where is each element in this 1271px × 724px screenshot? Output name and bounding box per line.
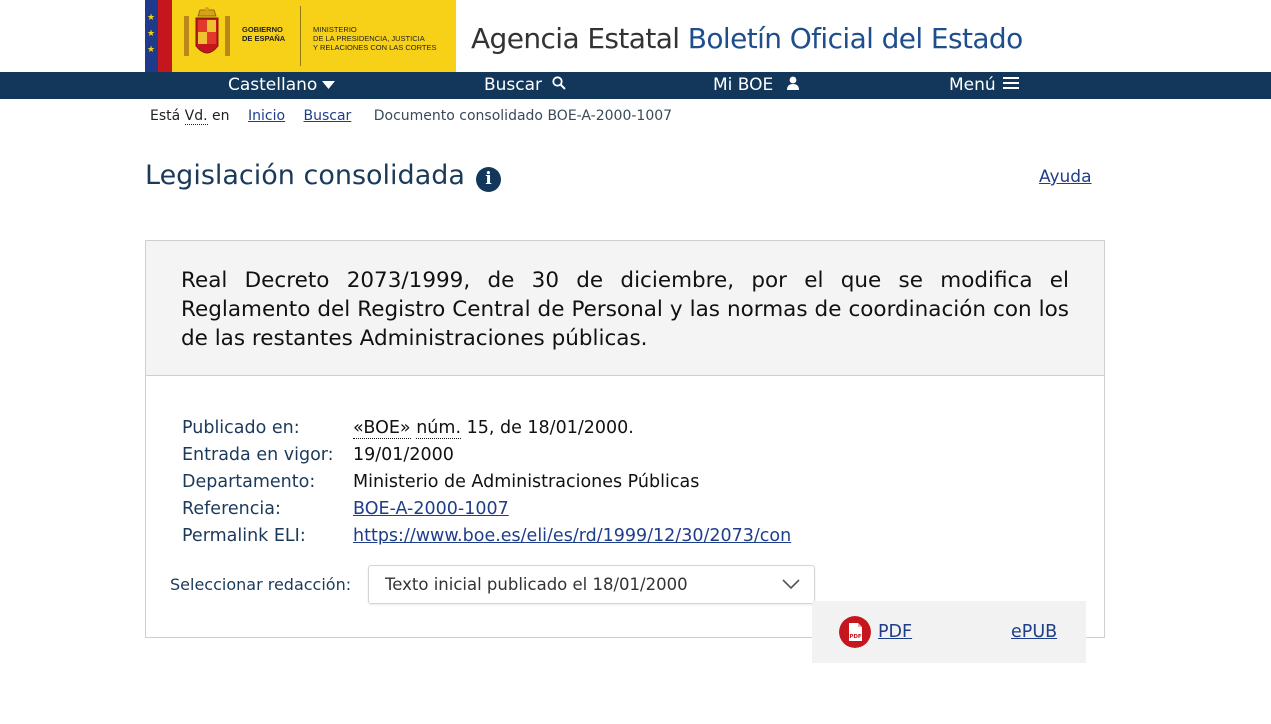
ministry-line-2: DE LA PRESIDENCIA, JUSTICIA [313,34,425,43]
meta-eli-label: Permalink ELI: [182,526,306,546]
search-icon [552,76,566,90]
meta-department [182,469,791,496]
pdf-icon-label: PDF [849,634,862,640]
page-title: Legislación consolidada [145,160,465,191]
redaction-select[interactable] [368,565,815,604]
meta-entry-label: Entrada en vigor: [182,445,334,465]
nav-menu-label: Menú [949,75,996,95]
meta-department-label: Departamento: [182,472,316,492]
meta-entry-value: 19/01/2000 [353,445,454,465]
government-label [242,25,285,43]
eu-stars-icon: ★ ★ ★ [145,0,158,72]
num-abbr: núm. [416,418,462,438]
epub-download-link[interactable]: ePUB [1011,622,1058,642]
chevron-down-icon [782,578,800,590]
meta-published-value [353,415,634,442]
document-panel [145,240,1105,638]
nav-search-label: Buscar [484,75,543,95]
meta-department-value: Ministerio de Administraciones Públicas [353,472,700,492]
language-label: Castellano [228,75,318,95]
pdf-download-link[interactable]: PDF [878,622,913,642]
redaction-select-label: Seleccionar redacción: [170,575,352,594]
nav-my-boe-label: Mi BOE [713,75,774,95]
meta-reference [182,496,791,523]
download-panel [812,601,1086,663]
nav-my-boe[interactable] [713,72,799,99]
eli-permalink-link[interactable]: https://www.boe.es/eli/es/rd/1999/12/30/2073/con [353,526,792,546]
breadcrumb-home-link[interactable]: Inicio [247,108,286,124]
meta-reference-label: Referencia: [182,499,281,519]
meta-entry [182,442,791,469]
document-header [146,241,1104,376]
gobierno-line-1: GOBIERNO [242,25,283,34]
published-rest: 15, de 18/01/2000. [461,418,634,438]
main-nav [0,72,1271,99]
info-icon[interactable]: i [476,167,501,192]
document-title: Real Decreto 2073/1999, de 30 de diciembre, por el que se modifica el Reglamento del Registro Central de Personal y las normas de coordinación con los de las restantes Administraciones públicas. [181,268,1069,351]
nav-menu[interactable] [949,72,1019,99]
meta-published [182,415,791,442]
site-title-agency: Agencia Estatal [471,22,688,55]
breadcrumb-prefix-end: en [207,108,230,124]
ministry-line-1: MINISTERIO [313,25,357,34]
reference-link[interactable]: BOE-A-2000-1007 [353,499,509,519]
breadcrumb-current: Documento consolidado BOE-A-2000-1007 [373,108,673,124]
gobierno-line-2: DE ESPAÑA [242,34,286,43]
help-link[interactable]: Ayuda [1039,167,1092,187]
site-title-boe: Boletín Oficial del Estado [687,22,1023,55]
logo-divider [300,6,301,66]
caret-down-icon [322,81,335,90]
redaction-selected-value: Texto inicial publicado el 18/01/2000 [385,575,688,594]
meta-published-label: Publicado en: [182,418,300,438]
breadcrumb-abbr: Vd. [184,108,208,124]
boe-abbr: «BOE» [353,418,411,438]
menu-icon [1003,76,1019,90]
language-selector[interactable] [228,72,335,99]
user-icon [787,76,799,90]
breadcrumb-search-link[interactable]: Buscar [303,108,352,124]
site-title[interactable] [471,22,1023,55]
coat-of-arms-icon [182,6,232,66]
flag-strip [158,0,172,72]
document-metadata [182,415,791,550]
breadcrumb-prefix: Está [150,108,185,124]
nav-search[interactable] [484,72,566,99]
site-header [0,0,1271,72]
breadcrumb [150,108,672,124]
ministry-line-3: Y RELACIONES CON LAS CORTES [313,43,437,52]
pdf-icon[interactable] [839,616,871,648]
ministry-label [313,25,437,52]
meta-eli [182,523,791,550]
